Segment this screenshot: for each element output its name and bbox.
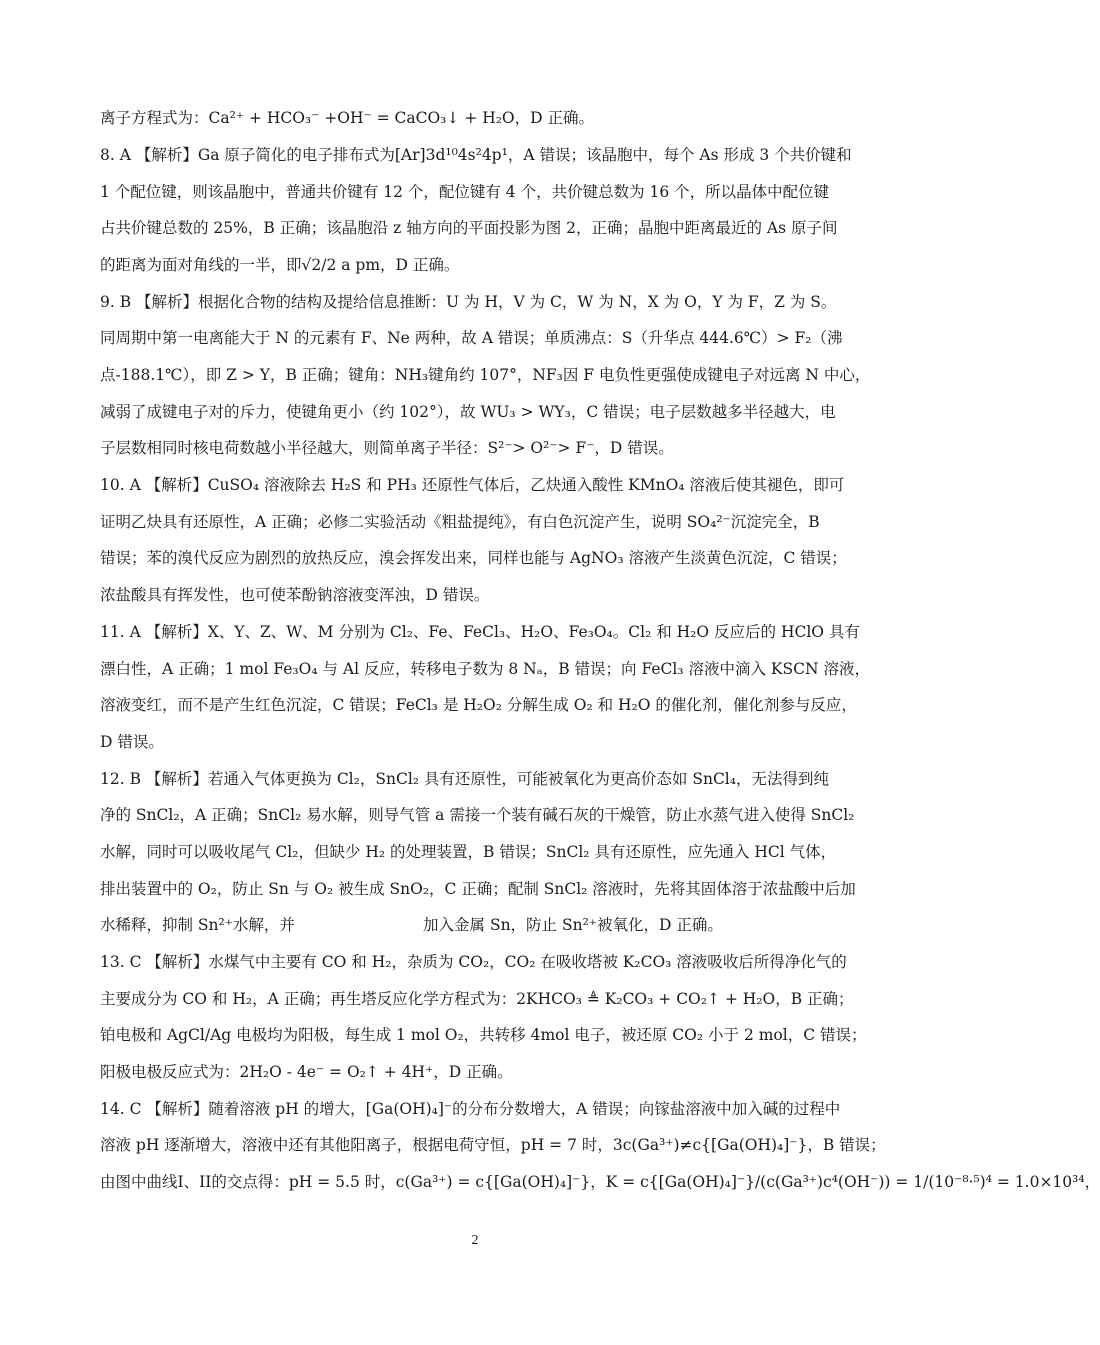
text-line: 排出装置中的 O₂，防止 Sn 与 O₂ 被生成 SnO₂，C 正确；配制 SnCl₂ 溶液时，先将其固体溶于浓盐酸中后加: [100, 879, 856, 898]
text-line: 子层数相同时核电荷数越小半径越大，则简单离子半径：S²⁻> O²⁻> F⁻，D 错误。: [100, 439, 674, 458]
text-line: 12. B 【解析】若通入气体更换为 Cl₂，SnCl₂ 具有还原性，可能被氧化为更高价态如 SnCl₄，无法得到纯: [100, 769, 829, 788]
text-line: 10. A 【解析】CuSO₄ 溶液除去 H₂S 和 PH₃ 还原性气体后，乙炔通入酸性 KMnO₄ 溶液后使其褪色，即可: [100, 476, 845, 495]
text-line: 离子方程式为：Ca²⁺ + HCO₃⁻ +OH⁻ = CaCO₃↓ + H₂O，D 正确。: [100, 109, 594, 127]
text-line: 由图中曲线I、II的交点得：pH = 5.5 时，c(Ga³⁺) = c{[Ga(OH)₄]⁻}，K = c{[Ga(OH)₄]⁻}/(c(Ga³⁺)c⁴(OH⁻)) = 1/(10⁻⁸·⁵)⁴ = 1.0×10³⁴，: [100, 1173, 1100, 1192]
document-body: [100, 108, 1100, 1192]
text-line: 14. C 【解析】随着溶液 pH 的增大，[Ga(OH)₄]⁻的分布分数增大，A 错误；向镓盐溶液中加入碱的过程中: [100, 1099, 841, 1118]
text-line: 9. B 【解析】根据化合物的结构及提给信息推断：U 为 H，V 为 C，W 为 N，X 为 O，Y 为 F，Z 为 S。: [100, 292, 837, 311]
text-line: 13. C 【解析】水煤气中主要有 CO 和 H₂，杂质为 CO₂，CO₂ 在吸收塔被 K₂CO₃ 溶液吸收后所得净化气的: [100, 953, 847, 972]
text-line: 溶液变红，而不是产生红色沉淀，C 错误；FeCl₃ 是 H₂O₂ 分解生成 O₂ 和 H₂O 的催化剂，催化剂参与反应，: [100, 696, 857, 715]
text-line: 阳极电极反应式为：2H₂O - 4e⁻ = O₂↑ + 4H⁺，D 正确。: [100, 1062, 513, 1081]
text-line: 溶液 pH 逐渐增大，溶液中还有其他阳离子，根据电荷守恒，pH = 7 时，3c(Ga³⁺)≠c{[Ga(OH)₄]⁻}，B 错误；: [100, 1136, 886, 1155]
text-line: 浓盐酸具有挥发性，也可使苯酚钠溶液变浑浊，D 错误。: [100, 585, 490, 604]
text-line: 减弱了成键电子对的斥力，使键角更小（约 102°），故 WU₃ > WY₃，C 错误；电子层数越多半径越大，电: [100, 402, 836, 421]
text-line: 的距离为面对角线的一半，即√2/2 a pm，D 正确。: [100, 255, 460, 274]
page-number: 2: [471, 1233, 479, 1248]
text-line: 1 个配位键，则该晶胞中，普通共价键有 12 个，配位键有 4 个，共价键总数为 16 个，所以晶体中配位键: [100, 182, 830, 201]
text-line: 净的 SnCl₂，A 正确；SnCl₂ 易水解，则导气管 a 需接一个装有碱石灰的干燥管，防止水蒸气进入使得 SnCl₂: [100, 806, 855, 825]
text-line: 证明乙炔具有还原性，A 正确；必修二实验活动《粗盐提纯》，有白色沉淀产生，说明 SO₄²⁻沉淀完全，B: [100, 512, 820, 531]
text-line: 主要成分为 CO 和 H₂，A 正确；再生塔反应化学方程式为：2KHCO₃ ≜ K₂CO₃ + CO₂↑ + H₂O，B 正确；: [100, 989, 854, 1008]
text-line: 11. A 【解析】X、Y、Z、W、M 分别为 Cl₂、Fe、FeCl₃、H₂O、Fe₃O₄。Cl₂ 和 H₂O 反应后的 HClO 具有: [100, 622, 860, 641]
text-line: 铂电极和 AgCl/Ag 电极均为阳极，每生成 1 mol O₂，共转移 4mol 电子，被还原 CO₂ 小于 2 mol，C 错误；: [100, 1026, 867, 1045]
text-line: 漂白性，A 正确；1 mol Fe₃O₄ 与 Al 反应，转移电子数为 8 Nₐ，B 错误；向 FeCl₃ 溶液中滴入 KSCN 溶液，: [100, 659, 870, 678]
text-line: 水稀释，抑制 Sn²⁺水解，并 加入金属 Sn，防止 Sn²⁺被氧化，D 正确。: [100, 916, 723, 935]
text-line: 占共价键总数的 25%，B 正确；该晶胞沿 z 轴方向的平面投影为图 2，正确；晶胞中距离最近的 As 原子间: [100, 219, 838, 238]
text-line: 8. A 【解析】Ga 原子简化的电子排布式为[Ar]3d¹⁰4s²4p¹，A 错误；该晶胞中，每个 As 形成 3 个共价键和: [100, 146, 852, 164]
text-line: 同周期中第一电离能大于 N 的元素有 F、Ne 两种，故 A 错误；单质沸点：S（升华点 444.6℃）> F₂（沸: [100, 329, 843, 348]
text-line: 水解，同时可以吸收尾气 Cl₂，但缺少 H₂ 的处理装置，B 错误；SnCl₂ 具有还原性，应先通入 HCl 气体，: [100, 842, 837, 861]
text-line: 点-188.1℃），即 Z > Y，B 正确；键角：NH₃键角约 107°，NF₃因 F 电负性更强使成键电子对远离 N 中心，: [100, 365, 871, 384]
text-line: 错误；苯的溴代反应为剧烈的放热反应，溴会挥发出来，同样也能与 AgNO₃ 溶液产生淡黄色沉淀，C 错误；: [100, 549, 847, 568]
text-line: D 错误。: [100, 732, 164, 751]
